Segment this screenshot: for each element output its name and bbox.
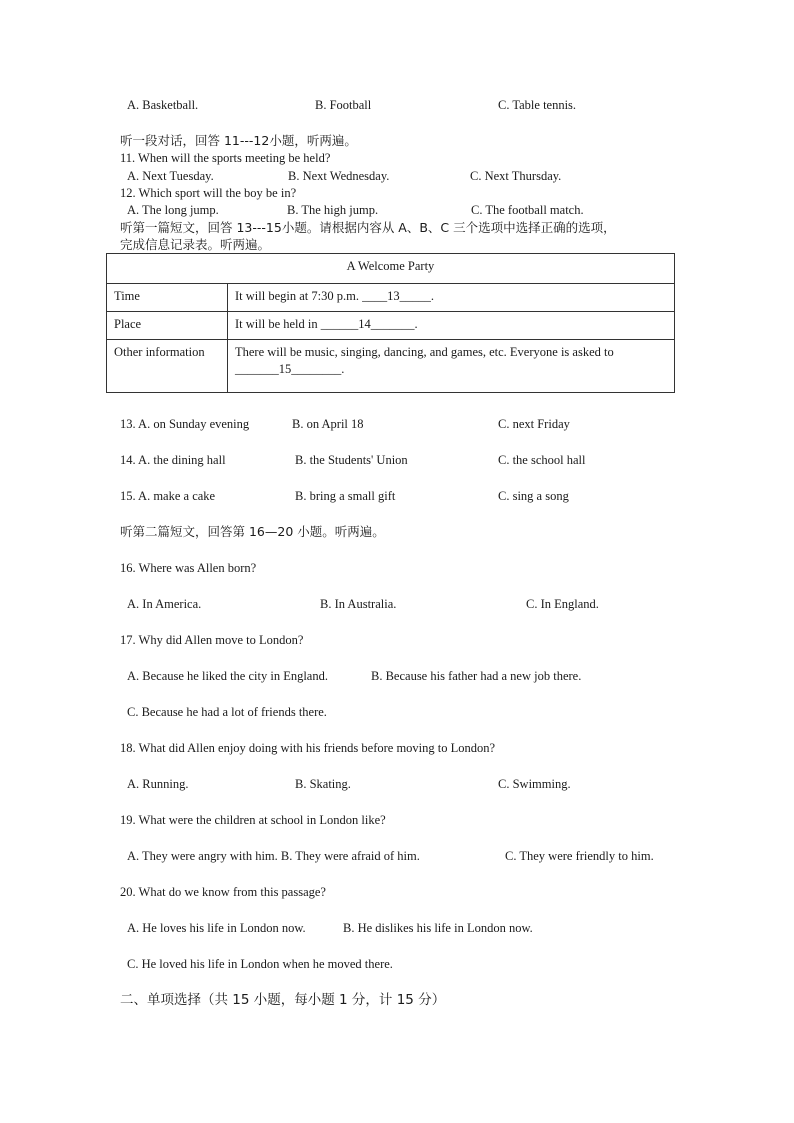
q16-option-c: C. In England. [526, 597, 599, 611]
q10-option-c: C. Table tennis. [498, 98, 577, 112]
q11-option-b: B. Next Wednesday. [288, 169, 390, 183]
q14-option-a: 14. A. the dining hall [120, 453, 226, 467]
passage1-instruction-line2: 完成信息记录表。听两遍。 [120, 237, 271, 252]
q13-option-a: 13. A. on Sunday evening [120, 417, 250, 431]
table-row [107, 312, 675, 340]
q17-question: 17. Why did Allen move to London? [120, 633, 304, 647]
table-row [107, 284, 675, 312]
q10-option-b: B. Football [315, 98, 372, 112]
q11-question: 11. When will the sports meeting be held? [120, 151, 331, 165]
table-row [107, 340, 675, 393]
row-label-time: Time [107, 284, 228, 312]
q17-option-b: B. Because his father had a new job there. [371, 669, 582, 683]
q20-option-a: A. He loves his life in London now. [127, 921, 306, 935]
q10-option-a: A. Basketball. [127, 98, 199, 112]
passage2-instruction: 听第二篇短文，回答第 16—20 小题。听两遍。 [120, 524, 385, 539]
q17-option-c: C. Because he had a lot of friends there. [127, 705, 327, 719]
q11-option-c: C. Next Thursday. [470, 169, 562, 183]
q19-question: 19. What were the children at school in London like? [120, 813, 386, 827]
q18-option-b: B. Skating. [295, 777, 351, 791]
q18-question: 18. What did Allen enjoy doing with his friends before moving to London? [120, 741, 496, 755]
q19-option-c: C. They were friendly to him. [505, 849, 654, 863]
q17-option-a: A. Because he liked the city in England. [127, 669, 328, 683]
q13-option-b: B. on April 18 [292, 417, 364, 431]
row-label-other: Other information [107, 340, 228, 393]
welcome-party-table [106, 253, 675, 393]
q14-option-b: B. the Students' Union [295, 453, 408, 467]
table-title: A Welcome Party [107, 254, 675, 284]
q20-option-b: B. He dislikes his life in London now. [343, 921, 533, 935]
row-label-place: Place [107, 312, 228, 340]
row-content-other: There will be music, singing, dancing, and games, etc. Everyone is asked to _______15________. [228, 340, 675, 393]
q11-option-a: A. Next Tuesday. [127, 169, 214, 183]
q13-option-c: C. next Friday [498, 417, 570, 431]
q20-option-c: C. He loved his life in London when he moved there. [127, 957, 393, 971]
q14-option-c: C. the school hall [498, 453, 586, 467]
q15-option-a: 15. A. make a cake [120, 489, 216, 503]
q12-option-b: B. The high jump. [287, 203, 379, 217]
q15-option-c: C. sing a song [498, 489, 569, 503]
q16-option-b: B. In Australia. [320, 597, 397, 611]
q12-option-a: A. The long jump. [127, 203, 219, 217]
q19-option-ab: A. They were angry with him. B. They were afraid of him. [127, 849, 420, 863]
row-content-time: It will begin at 7:30 p.m. ____13_____. [228, 284, 675, 312]
q18-option-c: C. Swimming. [498, 777, 571, 791]
section-two-heading: 二、单项选择（共 15 小题，每小题 1 分，计 15 分） [120, 992, 446, 1008]
q12-question: 12. Which sport will the boy be in? [120, 186, 297, 200]
q20-question: 20. What do we know from this passage? [120, 885, 326, 899]
passage1-instruction-line1: 听第一篇短文，回答 13---15小题。请根据内容从 A、B、C 三个选项中选择正确的选项， [120, 220, 616, 235]
q16-option-a: A. In America. [127, 597, 202, 611]
dialogue-instruction: 听一段对话，回答 11---12小题，听两遍。 [120, 133, 357, 148]
q18-option-a: A. Running. [127, 777, 189, 791]
q16-question: 16. Where was Allen born? [120, 561, 257, 575]
row-content-place: It will be held in ______14_______. [228, 312, 675, 340]
q12-option-c: C. The football match. [471, 203, 584, 217]
q15-option-b: B. bring a small gift [295, 489, 396, 503]
